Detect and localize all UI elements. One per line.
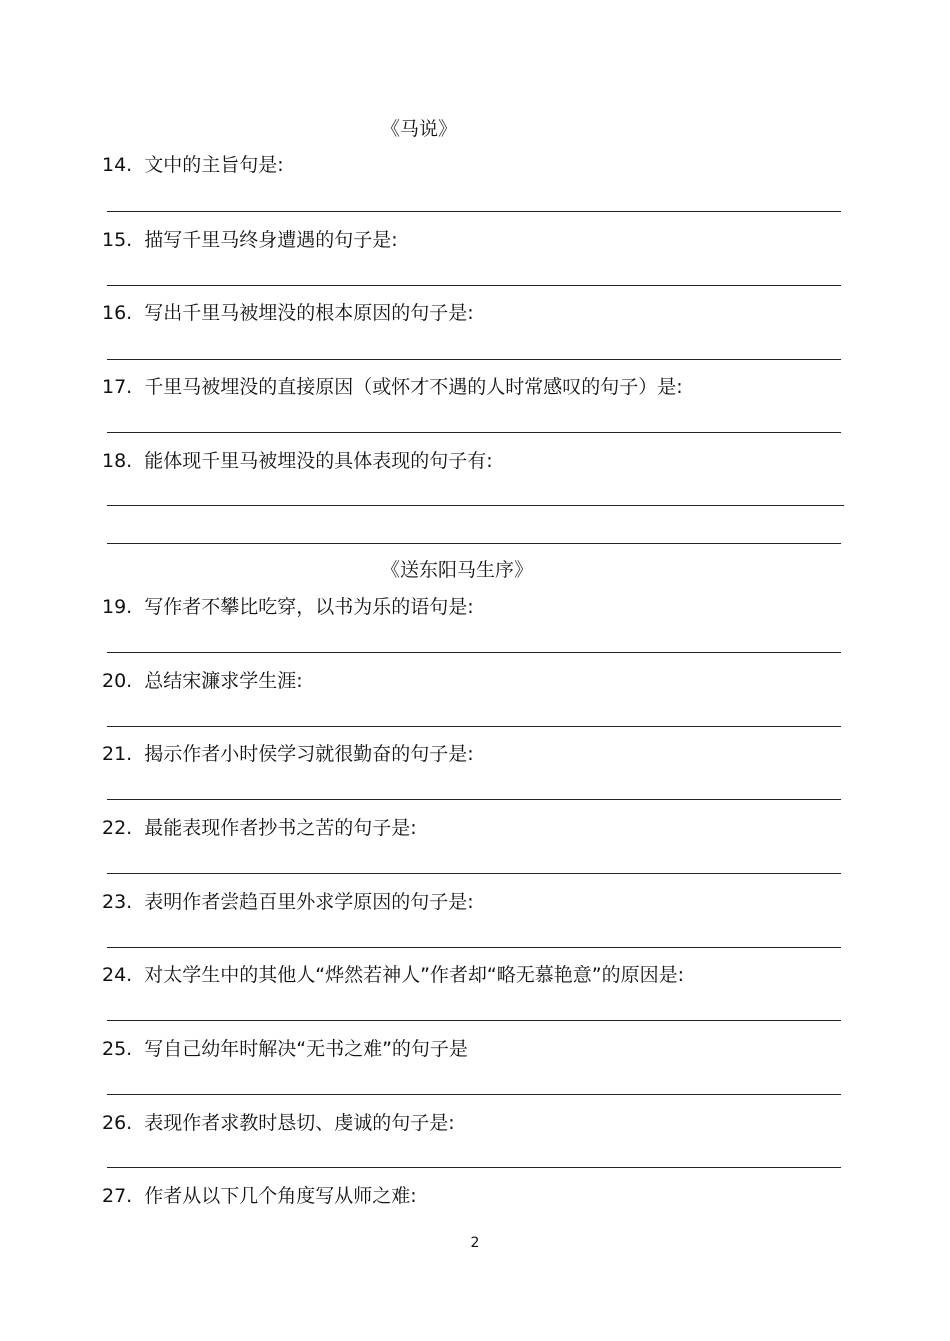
question-number: 14. bbox=[102, 154, 133, 176]
question-number: 26. bbox=[102, 1112, 133, 1134]
question-17 bbox=[102, 374, 683, 400]
question-25 bbox=[102, 1036, 468, 1062]
question-number: 22. bbox=[102, 817, 133, 839]
question-number: 20. bbox=[102, 670, 133, 692]
answer-line[interactable] bbox=[107, 1094, 841, 1095]
question-text: 对太学生中的其他人“烨然若神人”作者却“略无慕艳意”的原因是: bbox=[144, 964, 684, 986]
answer-line[interactable] bbox=[107, 285, 841, 286]
question-text: 表明作者尝趋百里外求学原因的句子是: bbox=[144, 891, 474, 913]
question-text: 写自己幼年时解决“无书之难”的句子是 bbox=[144, 1038, 468, 1060]
question-26 bbox=[102, 1110, 455, 1136]
question-text: 能体现千里马被埋没的具体表现的句子有: bbox=[144, 450, 493, 472]
question-text: 最能表现作者抄书之苦的句子是: bbox=[144, 817, 417, 839]
answer-line[interactable] bbox=[107, 1020, 841, 1021]
page-number: 2 bbox=[470, 1235, 480, 1251]
question-number: 19. bbox=[102, 596, 133, 618]
question-16 bbox=[102, 300, 474, 326]
question-number: 27. bbox=[102, 1185, 133, 1207]
question-27 bbox=[102, 1183, 417, 1209]
question-number: 15. bbox=[102, 229, 133, 251]
answer-line[interactable] bbox=[107, 726, 841, 727]
question-text: 表现作者求教时恳切、虔诚的句子是: bbox=[144, 1112, 455, 1134]
section-title-song-dongyang: 《送东阳马生序》 bbox=[381, 559, 534, 581]
question-number: 18. bbox=[102, 450, 133, 472]
question-text: 揭示作者小时侯学习就很勤奋的句子是: bbox=[144, 743, 474, 765]
answer-line[interactable] bbox=[107, 947, 841, 948]
question-19 bbox=[102, 594, 474, 620]
question-18 bbox=[102, 448, 493, 474]
question-number: 23. bbox=[102, 891, 133, 913]
question-text: 文中的主旨句是: bbox=[144, 154, 284, 176]
question-14 bbox=[102, 152, 284, 178]
answer-line[interactable] bbox=[107, 505, 844, 506]
answer-line[interactable] bbox=[107, 799, 841, 800]
question-number: 24. bbox=[102, 964, 133, 986]
question-text: 写出千里马被埋没的根本原因的句子是: bbox=[144, 302, 474, 324]
question-text: 写作者不攀比吃穿，以书为乐的语句是: bbox=[144, 596, 474, 618]
section-title-ma-shuo: 《马说》 bbox=[381, 118, 458, 140]
question-22 bbox=[102, 815, 417, 841]
question-text: 描写千里马终身遭遇的句子是: bbox=[144, 229, 398, 251]
answer-line[interactable] bbox=[107, 543, 841, 544]
question-15 bbox=[102, 227, 398, 253]
question-number: 16. bbox=[102, 302, 133, 324]
answer-line[interactable] bbox=[107, 211, 841, 212]
answer-line[interactable] bbox=[107, 1167, 841, 1168]
question-text: 总结宋濂求学生涯: bbox=[144, 670, 303, 692]
answer-line[interactable] bbox=[107, 359, 841, 360]
question-23 bbox=[102, 889, 474, 915]
question-20 bbox=[102, 668, 303, 694]
question-24 bbox=[102, 962, 684, 988]
answer-line[interactable] bbox=[107, 432, 841, 433]
question-21 bbox=[102, 741, 474, 767]
answer-line[interactable] bbox=[107, 873, 841, 874]
answer-line[interactable] bbox=[107, 652, 841, 653]
question-number: 21. bbox=[102, 743, 133, 765]
question-text: 作者从以下几个角度写从师之难: bbox=[144, 1185, 417, 1207]
question-number: 17. bbox=[102, 376, 133, 398]
question-text: 千里马被埋没的直接原因（或怀才不遇的人时常感叹的句子）是: bbox=[144, 376, 683, 398]
question-number: 25. bbox=[102, 1038, 133, 1060]
